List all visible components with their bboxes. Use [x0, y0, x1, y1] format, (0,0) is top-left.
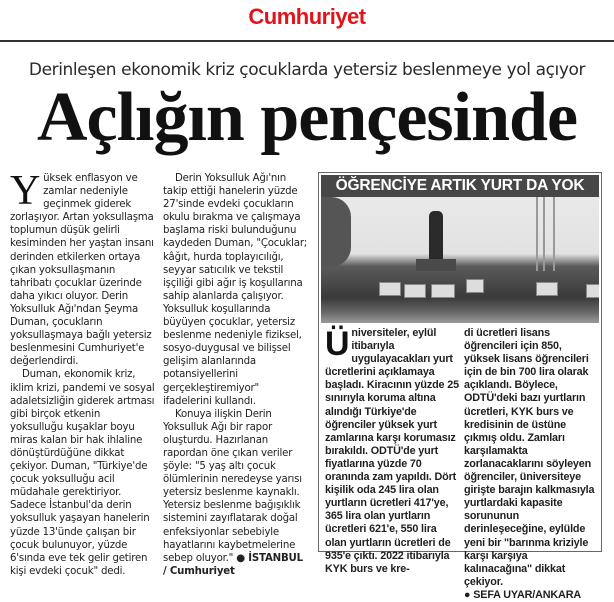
sidebar-box [318, 172, 602, 601]
article-column-2 [163, 172, 309, 578]
dropcap: Y [10, 168, 41, 214]
protest-sign [466, 279, 484, 293]
paragraph: Derin Yoksulluk Ağı'nın takip ettiği hanelerin yüzde 27'sinde evdeki çocukların okulu bırakma ve çalışmaya başlama riski bulunduğunu kaydeden Duman, "Çocuklar; kâğıt, hurda toplayıcılığı, seyyar satıcılık ve tekstil işçiliği gibi ağır iş koşullarına sahip alanlarda çalışıyor. Yoksulluk koşullarında büyüyen çocuklar, yetersiz beslenme nedeniyle fiziksel, sosyo-duygusal ve bilişsel gelişim alanlarında potansiyellerini gerçekleştiremiyor" ifadelerini kullandı. [163, 173, 308, 407]
protest-sign [379, 282, 401, 296]
pole-shape [536, 197, 538, 271]
protest-sign [404, 284, 426, 298]
byline: ● İSTANBUL / Cumhuriyet [163, 552, 303, 577]
plinth-shape [416, 259, 456, 271]
article-headline: Açlığın pençesinde [36, 79, 578, 156]
tree-shape [321, 197, 351, 267]
sidebar-box-title: ÖĞRENCİYE ARTIK YURT DA YOK [321, 175, 599, 197]
article-kicker: Derinleşen ekonomik kriz çocuklarda yetersiz beslenmeye yol açıyor [28, 60, 586, 80]
paragraph [163, 408, 309, 578]
paragraph: üksek enflasyon ve zamlar nedeniyle geçinmek giderek zorlaşıyor. Artan yoksullaşma toplumun düşük gelirli kesiminden her yaştan insanı derinden etkilerken ortaya çıkan yoksullaşmanın tahribatı çocuklar üzerinde daha yıkıcı oluyor. Derin Yoksulluk Ağı'ndan Şeyma Duman, çocukların yoksullaşmaya bağlı yetersiz beslenmesini Cumhuriyet'e değerlendirdi. [10, 173, 154, 368]
pole-shape [553, 197, 555, 271]
statue-shape [429, 211, 443, 263]
protest-sign [536, 282, 558, 296]
paragraph: Duman, ekonomik kriz, iklim krizi, pandemi ve sosyal adaletsizliğin giderek artması gibi birçok etkenin yoksulluğu kuşaklar boyu miras kalan bir hak ihlaline dönüştürdüğüne dikkat çekiyor. Duman, "Türkiye'de çocuk yoksulluğu acil müdahale gerektiriyor. Sadece İstanbul'da derin yoksulluk yaşayan hanelerin yüzde 13'ünde çalışan bir çocuk bulunuyor, yüzde 6'sında eve tek gelir getiren kişi evdeki çocuk" dedi. [10, 369, 155, 577]
protest-sign [431, 284, 455, 298]
protest-sign [586, 284, 599, 298]
cumhuriyet-logo: Cumhuriyet [248, 4, 366, 29]
students-protest-photo [321, 197, 599, 323]
pole-shape [543, 197, 545, 271]
paragraph-text: Konuya ilişkin Derin Yoksulluk Ağı bir rapor oluşturdu. Hazırlanan rapordan öne çıkan veriler şöyle: "5 yaş altı çocuk ölümlerinin neredeyse yarısı yetersiz beslenme kaynaklı. Yetersiz beslenme bağışıklık sistemini zayıflatarak doğal enfeksiyonlar sebebiyle hayatlarını kaybetmelerine sebep oluyor." [163, 408, 302, 564]
sidebar-column-2 [464, 327, 598, 602]
paragraph: niversiteler, eylül itibarıyla uygulayacakları yurt ücretlerini açıklamaya başladı. Kiracının yüzde 25 sınırıyla koruma altına alındığı Türkiye'de öğrenciler yüksek yurt zamlarına karşı korumasız bırakıldı. ODTÜ'de yurt fiyatlarına yüzde 70 oranında zam yapıldı. Dört kişilik oda 245 lira olan yurtların ücretleri 417'ye, 365 lira olan yurtların ücretleri 621'e, 550 lira olan yurtların ücretleri de 935'e çıktı. 2022 itibarıyla KYK burs ve kre- [325, 327, 459, 575]
byline: ● SEFA UYAR/ANKARA [464, 588, 582, 601]
dropcap: Ü [325, 325, 350, 363]
masthead [0, 0, 614, 40]
paragraph: di ücretleri lisans öğrencileri için 850, yüksek lisans öğrencileri için de bin 700 lira olarak açıklandı. Böylece, ODTÜ'deki bazı yurtların ücretleri, KYK burs ve kredisinin de üstüne çıkmış oldu. Zamları karşılamakta zorlanacaklarını söyleyen öğrenciler, üniversiteye girişte barajın kalkmasıyla yurtlardaki kapasite sorununun derinleşeceğine, eylülde yeni bir "barınma kriziyle karşı karşıya kalınacağına" dikkat çekiyor. [464, 327, 595, 588]
sidebar-column-1 [325, 327, 459, 576]
article-column-1 [10, 168, 156, 578]
masthead-divider [0, 40, 614, 42]
